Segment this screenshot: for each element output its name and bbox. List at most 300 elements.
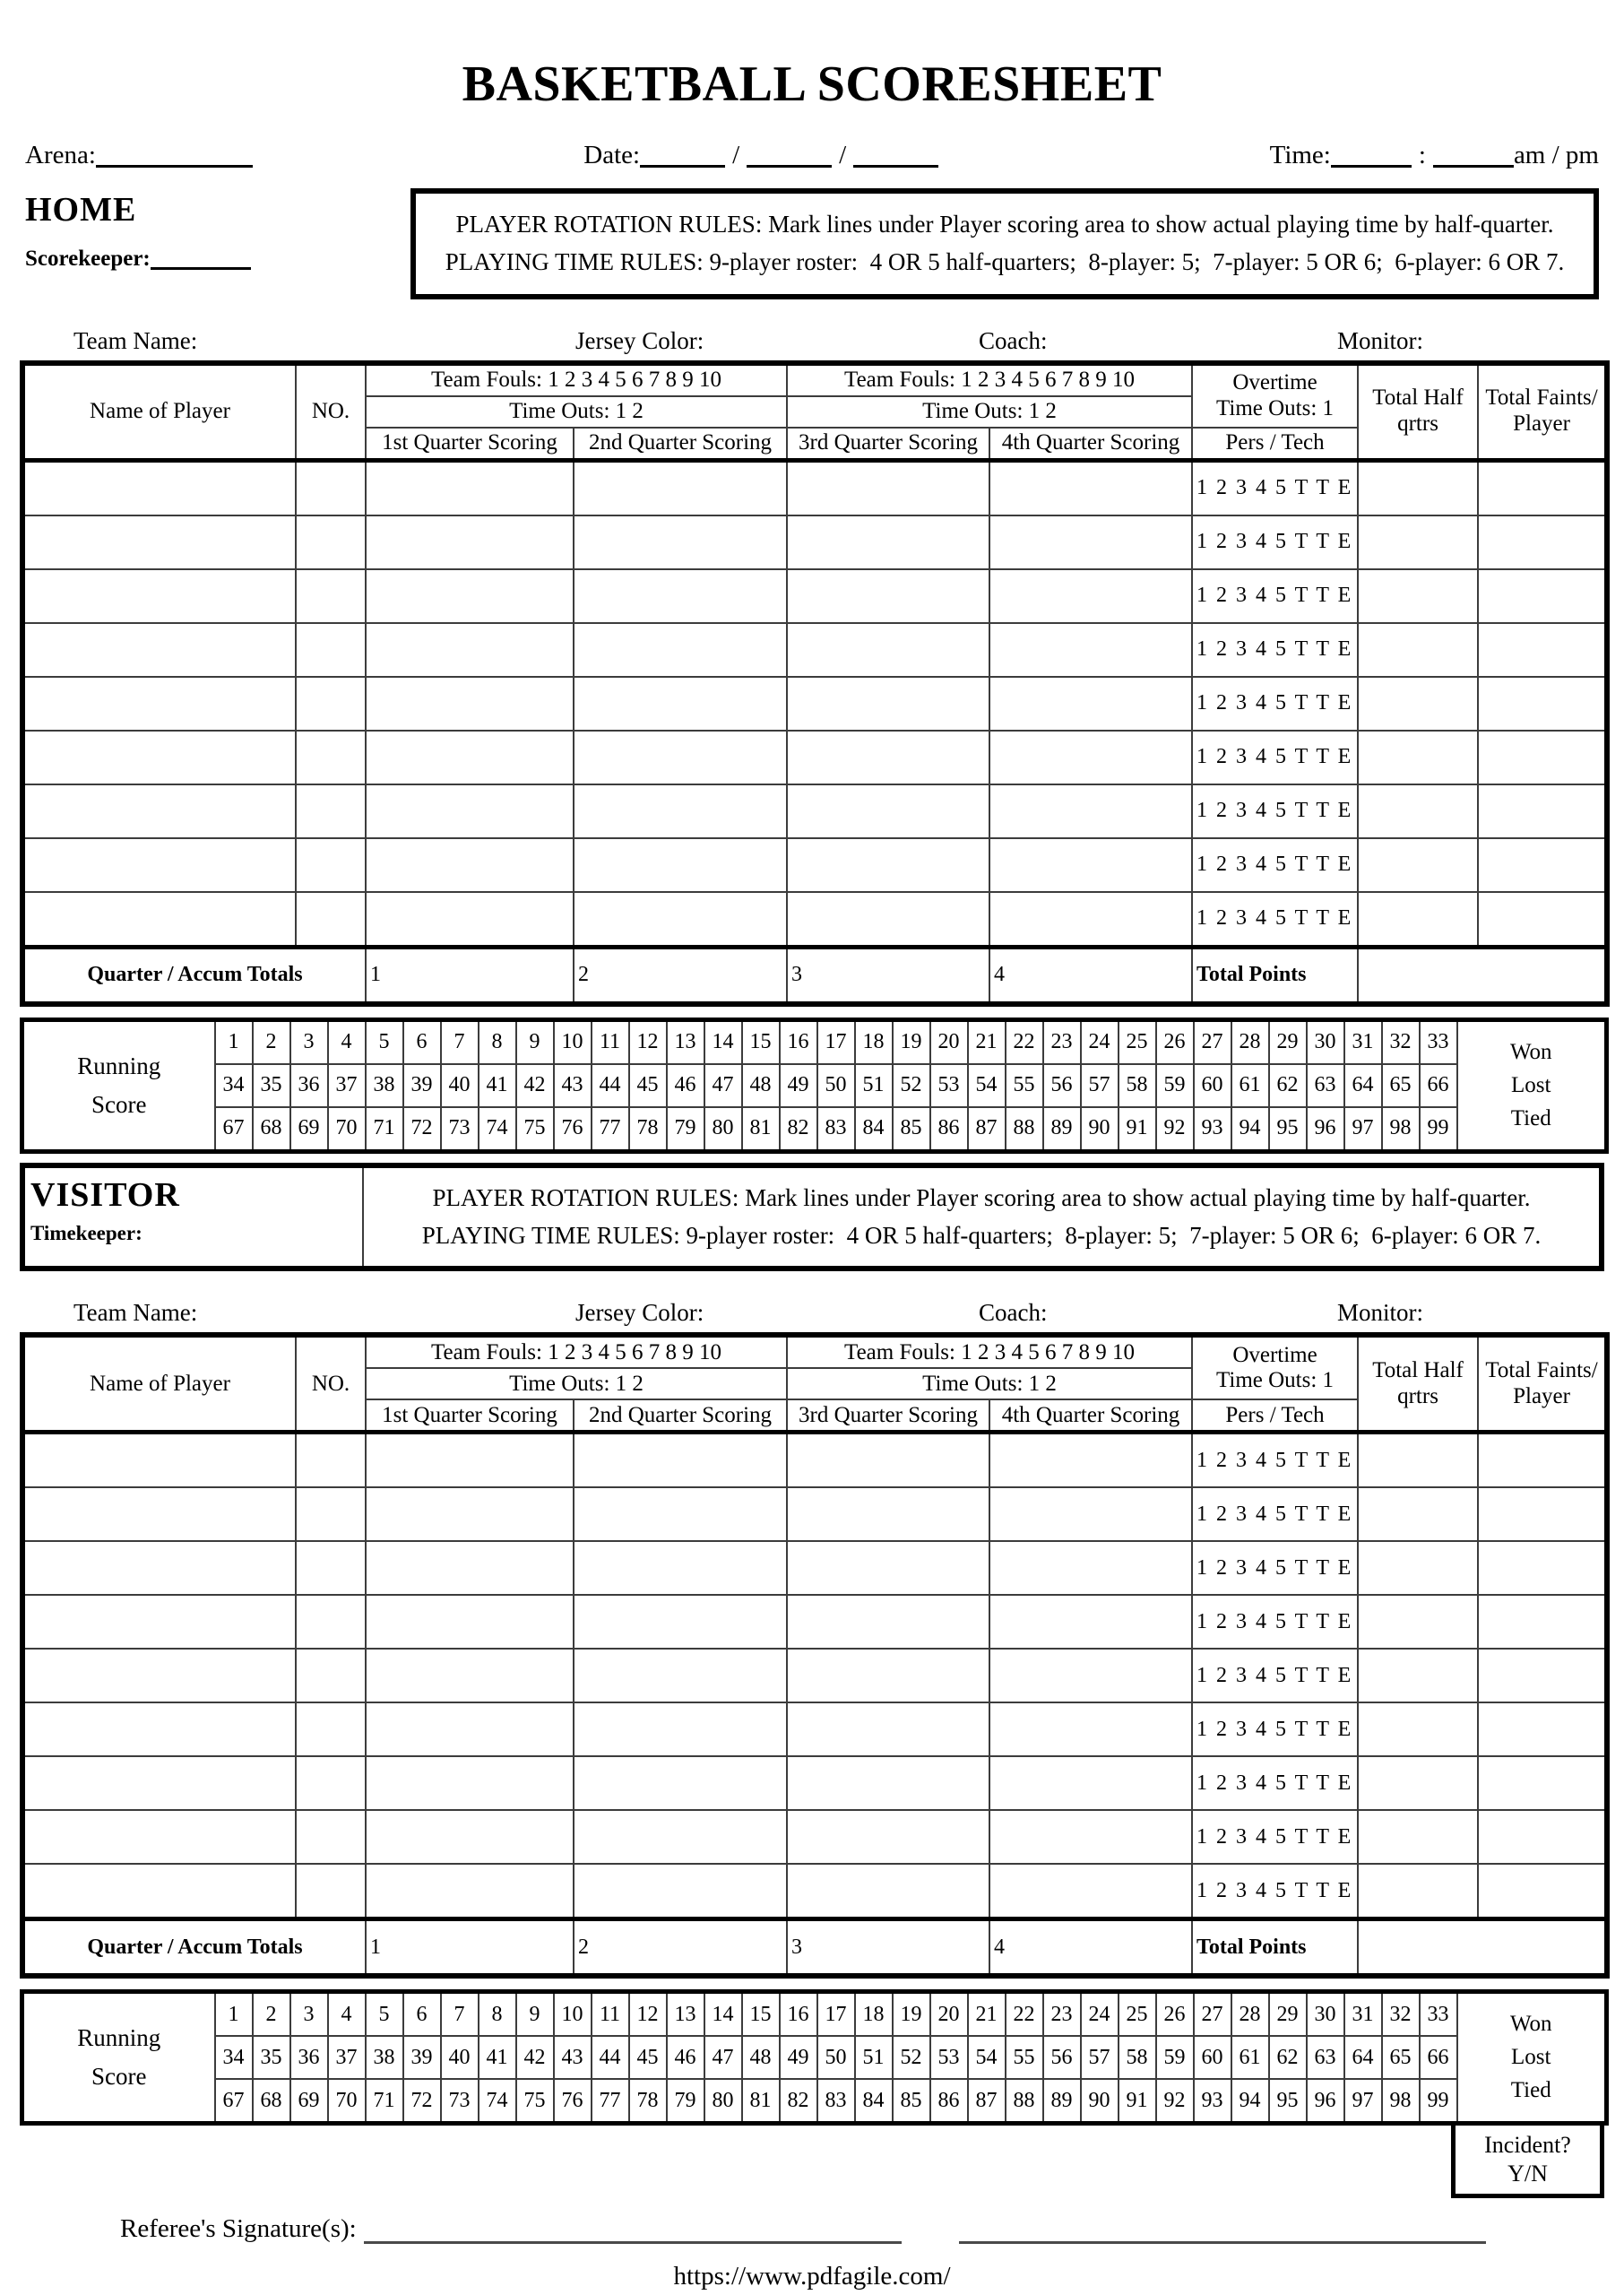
- quarter-scoring-cell[interactable]: [574, 1702, 787, 1756]
- scorekeeper-input[interactable]: [151, 242, 251, 270]
- total-fouls-cell[interactable]: [1478, 623, 1607, 677]
- running-score-cell[interactable]: 47: [704, 2036, 742, 2079]
- running-score-cell[interactable]: 24: [1081, 1992, 1119, 2037]
- running-score-cell[interactable]: 22: [1006, 1992, 1043, 2037]
- quarter-scoring-cell[interactable]: [787, 515, 989, 569]
- total-fouls-cell[interactable]: [1478, 1433, 1607, 1488]
- pers-tech-scale[interactable]: 1 2 3 4 5 T T E: [1192, 677, 1358, 731]
- running-score-cell[interactable]: 43: [554, 1064, 592, 1107]
- team-fouls-scale[interactable]: Team Fouls: 1 2 3 4 5 6 7 8 9 10: [787, 1335, 1192, 1368]
- quarter-scoring-cell[interactable]: [787, 1864, 989, 1919]
- running-score-cell[interactable]: 89: [1043, 1107, 1081, 1152]
- total-fouls-cell[interactable]: [1478, 1487, 1607, 1541]
- total-fouls-cell[interactable]: [1478, 838, 1607, 892]
- running-score-cell[interactable]: 49: [780, 1064, 817, 1107]
- player-name-cell[interactable]: [22, 515, 296, 569]
- running-score-cell[interactable]: 52: [893, 2036, 930, 2079]
- quarter-scoring-cell[interactable]: [787, 784, 989, 838]
- running-score-cell[interactable]: 27: [1194, 1992, 1231, 2037]
- time-outs-scale[interactable]: Time Outs: 1 2: [787, 396, 1192, 428]
- ampm-label[interactable]: am / pm: [1513, 141, 1599, 169]
- pers-tech-scale[interactable]: 1 2 3 4 5 T T E: [1192, 569, 1358, 623]
- total-half-cell[interactable]: [1358, 1595, 1478, 1649]
- quarter-scoring-cell[interactable]: [787, 1702, 989, 1756]
- quarter-scoring-cell[interactable]: [787, 1433, 989, 1488]
- quarter-scoring-cell[interactable]: [989, 460, 1192, 515]
- running-score-cell[interactable]: 71: [366, 1107, 403, 1152]
- running-score-cell[interactable]: 12: [629, 1019, 667, 1064]
- quarter-scoring-cell[interactable]: [366, 1595, 574, 1649]
- running-score-cell[interactable]: 21: [968, 1019, 1006, 1064]
- total-fouls-cell[interactable]: [1478, 892, 1607, 948]
- running-score-cell[interactable]: 73: [441, 1107, 479, 1152]
- running-score-cell[interactable]: 27: [1194, 1019, 1231, 1064]
- running-score-cell[interactable]: 17: [817, 1992, 855, 2037]
- running-score-cell[interactable]: 83: [817, 2079, 855, 2124]
- running-score-cell[interactable]: 31: [1344, 1992, 1382, 2037]
- running-score-cell[interactable]: 19: [893, 1019, 930, 1064]
- running-score-cell[interactable]: 99: [1420, 2079, 1457, 2124]
- running-score-cell[interactable]: 67: [215, 1107, 253, 1152]
- quarter-scoring-cell[interactable]: [366, 1702, 574, 1756]
- running-score-cell[interactable]: 76: [554, 2079, 592, 2124]
- running-score-cell[interactable]: 18: [855, 1992, 893, 2037]
- quarter-scoring-cell[interactable]: [989, 515, 1192, 569]
- running-score-cell[interactable]: 5: [366, 1019, 403, 1064]
- result-tied-label[interactable]: Tied: [1510, 2078, 1551, 2103]
- running-score-cell[interactable]: 75: [516, 1107, 554, 1152]
- running-score-cell[interactable]: 1: [215, 1019, 253, 1064]
- player-number-cell[interactable]: [296, 1595, 366, 1649]
- player-name-cell[interactable]: [22, 677, 296, 731]
- running-score-cell[interactable]: 69: [290, 1107, 328, 1152]
- running-score-cell[interactable]: 96: [1307, 1107, 1344, 1152]
- total-fouls-cell[interactable]: [1478, 1702, 1607, 1756]
- running-score-cell[interactable]: 48: [742, 2036, 780, 2079]
- total-fouls-cell[interactable]: [1478, 569, 1607, 623]
- running-score-cell[interactable]: 61: [1231, 2036, 1269, 2079]
- total-fouls-cell[interactable]: [1478, 1541, 1607, 1595]
- running-score-cell[interactable]: 88: [1006, 1107, 1043, 1152]
- pers-tech-scale[interactable]: 1 2 3 4 5 T T E: [1192, 1810, 1358, 1864]
- running-score-cell[interactable]: 80: [704, 2079, 742, 2124]
- running-score-cell[interactable]: 6: [403, 1992, 441, 2037]
- quarter-scoring-cell[interactable]: [989, 677, 1192, 731]
- quarter-scoring-cell[interactable]: [989, 1487, 1192, 1541]
- quarter-scoring-cell[interactable]: [989, 1756, 1192, 1810]
- running-score-cell[interactable]: 24: [1081, 1019, 1119, 1064]
- quarter-total-cell[interactable]: 1: [366, 1919, 574, 1977]
- running-score-cell[interactable]: 33: [1420, 1019, 1457, 1064]
- running-score-cell[interactable]: 48: [742, 1064, 780, 1107]
- running-score-cell[interactable]: 13: [667, 1992, 704, 2037]
- running-score-cell[interactable]: 65: [1382, 1064, 1420, 1107]
- running-score-cell[interactable]: 38: [366, 1064, 403, 1107]
- quarter-scoring-cell[interactable]: [787, 1649, 989, 1702]
- running-score-cell[interactable]: 95: [1269, 2079, 1307, 2124]
- running-score-cell[interactable]: 65: [1382, 2036, 1420, 2079]
- player-name-cell[interactable]: [22, 1649, 296, 1702]
- referee-signature-line-1[interactable]: [364, 2216, 902, 2244]
- quarter-scoring-cell[interactable]: [989, 892, 1192, 948]
- running-score-cell[interactable]: 42: [516, 1064, 554, 1107]
- team-fouls-scale[interactable]: Team Fouls: 1 2 3 4 5 6 7 8 9 10: [787, 363, 1192, 396]
- running-score-cell[interactable]: 11: [592, 1992, 629, 2037]
- running-score-cell[interactable]: 94: [1231, 1107, 1269, 1152]
- running-score-cell[interactable]: 78: [629, 1107, 667, 1152]
- running-score-cell[interactable]: 69: [290, 2079, 328, 2124]
- running-score-cell[interactable]: 13: [667, 1019, 704, 1064]
- quarter-scoring-cell[interactable]: [366, 784, 574, 838]
- player-number-cell[interactable]: [296, 731, 366, 784]
- overtime-timeouts-header[interactable]: [1192, 1335, 1358, 1399]
- running-score-cell[interactable]: 28: [1231, 1992, 1269, 2037]
- running-score-cell[interactable]: 60: [1194, 2036, 1231, 2079]
- running-score-cell[interactable]: 33: [1420, 1992, 1457, 2037]
- quarter-scoring-cell[interactable]: [366, 1756, 574, 1810]
- player-name-cell[interactable]: [22, 623, 296, 677]
- running-score-cell[interactable]: 8: [479, 1992, 516, 2037]
- total-half-cell[interactable]: [1358, 1864, 1478, 1919]
- running-score-cell[interactable]: 59: [1156, 2036, 1194, 2079]
- quarter-scoring-cell[interactable]: [574, 460, 787, 515]
- pers-tech-scale[interactable]: 1 2 3 4 5 T T E: [1192, 1756, 1358, 1810]
- running-score-cell[interactable]: 17: [817, 1019, 855, 1064]
- running-score-cell[interactable]: 15: [742, 1019, 780, 1064]
- quarter-scoring-cell[interactable]: [366, 1433, 574, 1488]
- running-score-cell[interactable]: 79: [667, 1107, 704, 1152]
- running-score-cell[interactable]: 67: [215, 2079, 253, 2124]
- running-score-cell[interactable]: 74: [479, 1107, 516, 1152]
- total-half-cell[interactable]: [1358, 1433, 1478, 1488]
- player-number-cell[interactable]: [296, 569, 366, 623]
- pers-tech-scale[interactable]: 1 2 3 4 5 T T E: [1192, 892, 1358, 948]
- running-score-cell[interactable]: 85: [893, 1107, 930, 1152]
- quarter-scoring-cell[interactable]: [366, 677, 574, 731]
- player-number-cell[interactable]: [296, 1487, 366, 1541]
- quarter-scoring-cell[interactable]: [989, 784, 1192, 838]
- running-score-cell[interactable]: 56: [1043, 2036, 1081, 2079]
- running-score-cell[interactable]: 84: [855, 2079, 893, 2124]
- pers-tech-scale[interactable]: 1 2 3 4 5 T T E: [1192, 838, 1358, 892]
- running-score-cell[interactable]: 76: [554, 1107, 592, 1152]
- quarter-scoring-cell[interactable]: [989, 731, 1192, 784]
- quarter-scoring-cell[interactable]: [574, 1756, 787, 1810]
- quarter-scoring-cell[interactable]: [989, 1702, 1192, 1756]
- result-tied-label[interactable]: Tied: [1510, 1105, 1551, 1130]
- running-score-cell[interactable]: 21: [968, 1992, 1006, 2037]
- quarter-scoring-cell[interactable]: [787, 1487, 989, 1541]
- running-score-cell[interactable]: 18: [855, 1019, 893, 1064]
- quarter-total-cell[interactable]: 4: [989, 1919, 1192, 1977]
- running-score-cell[interactable]: 39: [403, 2036, 441, 2079]
- running-score-cell[interactable]: 95: [1269, 1107, 1307, 1152]
- date-year-input[interactable]: [853, 140, 938, 168]
- running-score-cell[interactable]: 61: [1231, 1064, 1269, 1107]
- quarter-scoring-cell[interactable]: [787, 1756, 989, 1810]
- running-score-cell[interactable]: 9: [516, 1019, 554, 1064]
- running-score-cell[interactable]: 77: [592, 2079, 629, 2124]
- running-score-cell[interactable]: 90: [1081, 2079, 1119, 2124]
- running-score-cell[interactable]: 40: [441, 2036, 479, 2079]
- running-score-cell[interactable]: 85: [893, 2079, 930, 2124]
- total-fouls-cell[interactable]: [1478, 1756, 1607, 1810]
- running-score-cell[interactable]: 54: [968, 1064, 1006, 1107]
- running-score-cell[interactable]: 12: [629, 1992, 667, 2037]
- running-score-cell[interactable]: 81: [742, 2079, 780, 2124]
- running-score-cell[interactable]: 20: [930, 1019, 968, 1064]
- quarter-total-cell[interactable]: 2: [574, 947, 787, 1004]
- running-score-cell[interactable]: 92: [1156, 2079, 1194, 2124]
- running-score-cell[interactable]: 66: [1420, 1064, 1457, 1107]
- player-name-cell[interactable]: [22, 784, 296, 838]
- total-half-cell[interactable]: [1358, 1810, 1478, 1864]
- running-score-cell[interactable]: 31: [1344, 1019, 1382, 1064]
- result-lost-label[interactable]: Lost: [1511, 2045, 1551, 2070]
- quarter-total-cell[interactable]: 3: [787, 947, 989, 1004]
- quarter-total-cell[interactable]: 1: [366, 947, 574, 1004]
- running-score-cell[interactable]: 23: [1043, 1019, 1081, 1064]
- running-score-cell[interactable]: 42: [516, 2036, 554, 2079]
- running-score-cell[interactable]: 87: [968, 1107, 1006, 1152]
- total-fouls-cell[interactable]: [1478, 460, 1607, 515]
- quarter-scoring-cell[interactable]: [574, 1595, 787, 1649]
- running-score-cell[interactable]: 70: [328, 2079, 366, 2124]
- player-name-cell[interactable]: [22, 1595, 296, 1649]
- running-score-cell[interactable]: 82: [780, 2079, 817, 2124]
- total-points-cell[interactable]: [1358, 1919, 1607, 1977]
- quarter-scoring-cell[interactable]: [787, 677, 989, 731]
- time-minute-input[interactable]: [1433, 140, 1514, 168]
- running-score-cell[interactable]: 19: [893, 1992, 930, 2037]
- running-score-cell[interactable]: 81: [742, 1107, 780, 1152]
- player-name-cell[interactable]: [22, 1702, 296, 1756]
- running-score-cell[interactable]: 63: [1307, 1064, 1344, 1107]
- quarter-scoring-cell[interactable]: [366, 460, 574, 515]
- quarter-scoring-cell[interactable]: [989, 623, 1192, 677]
- quarter-scoring-cell[interactable]: [574, 677, 787, 731]
- running-score-cell[interactable]: 87: [968, 2079, 1006, 2124]
- total-half-cell[interactable]: [1358, 677, 1478, 731]
- quarter-scoring-cell[interactable]: [989, 1649, 1192, 1702]
- arena-input[interactable]: [96, 140, 253, 168]
- running-score-cell[interactable]: 35: [253, 1064, 290, 1107]
- player-number-cell[interactable]: [296, 784, 366, 838]
- total-half-cell[interactable]: [1358, 838, 1478, 892]
- running-score-cell[interactable]: 28: [1231, 1019, 1269, 1064]
- total-fouls-cell[interactable]: [1478, 1649, 1607, 1702]
- running-score-cell[interactable]: 90: [1081, 1107, 1119, 1152]
- running-score-cell[interactable]: 83: [817, 1107, 855, 1152]
- total-half-cell[interactable]: [1358, 1541, 1478, 1595]
- pers-tech-scale[interactable]: 1 2 3 4 5 T T E: [1192, 623, 1358, 677]
- running-score-cell[interactable]: 93: [1194, 1107, 1231, 1152]
- player-number-cell[interactable]: [296, 1649, 366, 1702]
- running-score-cell[interactable]: 91: [1119, 1107, 1156, 1152]
- running-score-cell[interactable]: 44: [592, 1064, 629, 1107]
- player-name-cell[interactable]: [22, 892, 296, 948]
- running-score-cell[interactable]: 78: [629, 2079, 667, 2124]
- player-name-cell[interactable]: [22, 1810, 296, 1864]
- time-outs-scale[interactable]: Time Outs: 1 2: [366, 396, 787, 428]
- quarter-scoring-cell[interactable]: [787, 838, 989, 892]
- running-score-cell[interactable]: 46: [667, 2036, 704, 2079]
- running-score-cell[interactable]: 11: [592, 1019, 629, 1064]
- running-score-cell[interactable]: 88: [1006, 2079, 1043, 2124]
- player-name-cell[interactable]: [22, 1433, 296, 1488]
- running-score-cell[interactable]: 55: [1006, 1064, 1043, 1107]
- running-score-cell[interactable]: 59: [1156, 1064, 1194, 1107]
- running-score-cell[interactable]: 58: [1119, 2036, 1156, 2079]
- total-half-cell[interactable]: [1358, 569, 1478, 623]
- running-score-cell[interactable]: 37: [328, 2036, 366, 2079]
- running-score-cell[interactable]: 64: [1344, 2036, 1382, 2079]
- total-fouls-cell[interactable]: [1478, 1810, 1607, 1864]
- running-score-cell[interactable]: 68: [253, 2079, 290, 2124]
- player-name-cell[interactable]: [22, 569, 296, 623]
- running-score-cell[interactable]: 57: [1081, 2036, 1119, 2079]
- running-score-cell[interactable]: 36: [290, 2036, 328, 2079]
- result-lost-label[interactable]: Lost: [1511, 1072, 1551, 1097]
- quarter-scoring-cell[interactable]: [989, 1433, 1192, 1488]
- total-half-cell[interactable]: [1358, 623, 1478, 677]
- running-score-cell[interactable]: 22: [1006, 1019, 1043, 1064]
- running-score-cell[interactable]: 86: [930, 2079, 968, 2124]
- quarter-scoring-cell[interactable]: [366, 515, 574, 569]
- pers-tech-scale[interactable]: 1 2 3 4 5 T T E: [1192, 731, 1358, 784]
- running-score-cell[interactable]: 49: [780, 2036, 817, 2079]
- total-half-cell[interactable]: [1358, 1702, 1478, 1756]
- quarter-scoring-cell[interactable]: [366, 623, 574, 677]
- player-name-cell[interactable]: [22, 1487, 296, 1541]
- pers-tech-scale[interactable]: 1 2 3 4 5 T T E: [1192, 1595, 1358, 1649]
- running-score-cell[interactable]: 47: [704, 1064, 742, 1107]
- time-outs-scale[interactable]: Time Outs: 1 2: [366, 1368, 787, 1399]
- running-score-cell[interactable]: 86: [930, 1107, 968, 1152]
- team-fouls-scale[interactable]: Team Fouls: 1 2 3 4 5 6 7 8 9 10: [366, 363, 787, 396]
- running-score-cell[interactable]: 14: [704, 1019, 742, 1064]
- running-score-cell[interactable]: 38: [366, 2036, 403, 2079]
- running-score-cell[interactable]: 63: [1307, 2036, 1344, 2079]
- pers-tech-scale[interactable]: 1 2 3 4 5 T T E: [1192, 1433, 1358, 1488]
- running-score-cell[interactable]: 7: [441, 1992, 479, 2037]
- player-name-cell[interactable]: [22, 1756, 296, 1810]
- incident-box[interactable]: [1451, 2121, 1604, 2198]
- player-number-cell[interactable]: [296, 838, 366, 892]
- total-half-cell[interactable]: [1358, 515, 1478, 569]
- date-day-input[interactable]: [640, 140, 725, 168]
- running-score-cell[interactable]: 58: [1119, 1064, 1156, 1107]
- quarter-scoring-cell[interactable]: [574, 1649, 787, 1702]
- overtime-timeouts-header[interactable]: [1192, 363, 1358, 428]
- incident-yn-label[interactable]: Y/N: [1507, 2161, 1548, 2187]
- quarter-scoring-cell[interactable]: [787, 1595, 989, 1649]
- total-fouls-cell[interactable]: [1478, 731, 1607, 784]
- quarter-scoring-cell[interactable]: [787, 623, 989, 677]
- quarter-scoring-cell[interactable]: [366, 1810, 574, 1864]
- quarter-scoring-cell[interactable]: [574, 1487, 787, 1541]
- running-score-cell[interactable]: 55: [1006, 2036, 1043, 2079]
- running-score-cell[interactable]: 30: [1307, 1992, 1344, 2037]
- running-score-cell[interactable]: 52: [893, 1064, 930, 1107]
- running-score-cell[interactable]: 30: [1307, 1019, 1344, 1064]
- quarter-scoring-cell[interactable]: [366, 1864, 574, 1919]
- running-score-cell[interactable]: 82: [780, 1107, 817, 1152]
- running-score-cell[interactable]: 54: [968, 2036, 1006, 2079]
- quarter-total-cell[interactable]: 3: [787, 1919, 989, 1977]
- running-score-cell[interactable]: 72: [403, 2079, 441, 2124]
- player-number-cell[interactable]: [296, 1433, 366, 1488]
- running-score-cell[interactable]: 62: [1269, 2036, 1307, 2079]
- quarter-scoring-cell[interactable]: [574, 569, 787, 623]
- player-name-cell[interactable]: [22, 731, 296, 784]
- result-won-label[interactable]: Won: [1509, 1039, 1552, 1064]
- quarter-scoring-cell[interactable]: [989, 838, 1192, 892]
- result-won-label[interactable]: Won: [1509, 2012, 1552, 2037]
- running-score-cell[interactable]: 39: [403, 1064, 441, 1107]
- running-score-cell[interactable]: 79: [667, 2079, 704, 2124]
- quarter-scoring-cell[interactable]: [574, 1864, 787, 1919]
- pers-tech-scale[interactable]: 1 2 3 4 5 T T E: [1192, 1487, 1358, 1541]
- running-score-cell[interactable]: 62: [1269, 1064, 1307, 1107]
- total-fouls-cell[interactable]: [1478, 677, 1607, 731]
- running-score-cell[interactable]: 35: [253, 2036, 290, 2079]
- running-score-cell[interactable]: 34: [215, 2036, 253, 2079]
- running-score-cell[interactable]: 44: [592, 2036, 629, 2079]
- quarter-total-cell[interactable]: 4: [989, 947, 1192, 1004]
- quarter-scoring-cell[interactable]: [787, 1541, 989, 1595]
- player-number-cell[interactable]: [296, 623, 366, 677]
- running-score-cell[interactable]: 75: [516, 2079, 554, 2124]
- running-score-cell[interactable]: 68: [253, 1107, 290, 1152]
- running-score-cell[interactable]: 2: [253, 1992, 290, 2037]
- total-fouls-cell[interactable]: [1478, 1595, 1607, 1649]
- running-score-cell[interactable]: 29: [1269, 1019, 1307, 1064]
- pers-tech-scale[interactable]: 1 2 3 4 5 T T E: [1192, 460, 1358, 515]
- quarter-scoring-cell[interactable]: [574, 623, 787, 677]
- running-score-cell[interactable]: 29: [1269, 1992, 1307, 2037]
- running-score-cell[interactable]: 98: [1382, 2079, 1420, 2124]
- quarter-scoring-cell[interactable]: [366, 838, 574, 892]
- player-number-cell[interactable]: [296, 1541, 366, 1595]
- pers-tech-scale[interactable]: 1 2 3 4 5 T T E: [1192, 515, 1358, 569]
- quarter-scoring-cell[interactable]: [366, 1487, 574, 1541]
- quarter-scoring-cell[interactable]: [787, 569, 989, 623]
- running-score-cell[interactable]: 10: [554, 1992, 592, 2037]
- team-fouls-scale[interactable]: Team Fouls: 1 2 3 4 5 6 7 8 9 10: [366, 1335, 787, 1368]
- running-score-cell[interactable]: 14: [704, 1992, 742, 2037]
- quarter-scoring-cell[interactable]: [989, 1541, 1192, 1595]
- running-score-cell[interactable]: 41: [479, 2036, 516, 2079]
- quarter-scoring-cell[interactable]: [366, 569, 574, 623]
- player-name-cell[interactable]: [22, 1864, 296, 1919]
- total-half-cell[interactable]: [1358, 1487, 1478, 1541]
- pers-tech-scale[interactable]: 1 2 3 4 5 T T E: [1192, 1649, 1358, 1702]
- quarter-scoring-cell[interactable]: [787, 1810, 989, 1864]
- running-score-cell[interactable]: 60: [1194, 1064, 1231, 1107]
- player-number-cell[interactable]: [296, 892, 366, 948]
- player-number-cell[interactable]: [296, 515, 366, 569]
- pers-tech-scale[interactable]: 1 2 3 4 5 T T E: [1192, 784, 1358, 838]
- running-score-cell[interactable]: 50: [817, 1064, 855, 1107]
- running-score-cell[interactable]: 74: [479, 2079, 516, 2124]
- running-score-cell[interactable]: 32: [1382, 1019, 1420, 1064]
- quarter-scoring-cell[interactable]: [574, 1541, 787, 1595]
- running-score-cell[interactable]: 73: [441, 2079, 479, 2124]
- quarter-scoring-cell[interactable]: [787, 892, 989, 948]
- quarter-scoring-cell[interactable]: [574, 515, 787, 569]
- player-name-cell[interactable]: [22, 838, 296, 892]
